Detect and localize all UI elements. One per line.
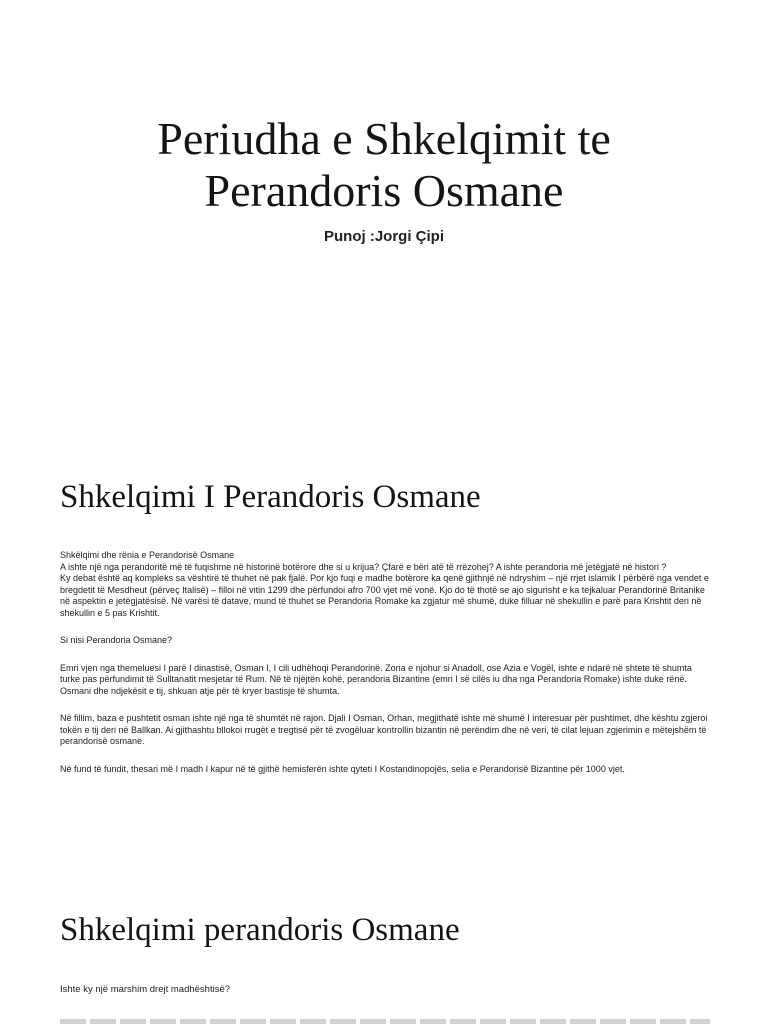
content-slide-2 — [0, 880, 768, 1024]
title-slide — [0, 0, 768, 440]
presentation-title — [0, 113, 768, 217]
paragraph-intro-question: A ishte një nga perandoritë më të fuqishme në historinë botërore dhe si u krijua? Çfarë e bëri atë të rrëzohej? A ishte perandoria më jetëgjatë në histori ? — [60, 561, 667, 572]
title-line-1: Periudha e Shkelqimit te — [157, 113, 611, 164]
slide-question: Ishte ky një marshim drejt madhështisë? — [60, 984, 231, 995]
paragraph-subtitle: Shkëlqimi dhe rënia e Perandorisë Osmane — [60, 550, 235, 560]
paragraph-expansion: Në fillim, baza e pushtetit osman ishte një nga të shumtët në rajon. Djali I Osman, Orhan, megjithatë ishte më shumë I interesuar për pushtimet, dhe kështu zgjeroi tokën e tij deri në Ballkan. Ai gjithashtu bllokoi rrugët e tregtisë për të zvogëluar kontrollin bizantin në perëndim dhe në veri, të cilat lejuan zgjerimin e mëtejshëm të perandorisë osmane. — [60, 713, 708, 746]
cut-off-text-line — [60, 1019, 710, 1024]
title-line-2: Perandoris Osmane — [204, 165, 564, 216]
slide-heading: Shkelqimi I Perandoris Osmane — [60, 479, 481, 515]
content-slide-1 — [0, 440, 768, 880]
slide-heading: Shkelqimi perandoris Osmane — [60, 912, 460, 948]
paragraph-question: Si nisi Perandoria Osmane? — [60, 635, 173, 645]
author-line: Punoj :Jorgi Çipi — [324, 228, 444, 245]
paragraph-debate: Ky debat është aq kompleks sa vështirë të thuhet në pak fjalë. Por kjo fuqi e madhe botërore ka qenë gjithnjë në ndryshim – një rrjet islamik I përbërë nga vendet e bregdetit të Mesdheut (përveç Italisë) – filloi në vitin 1299 dhe përfundoi afro 700 vjet më vonë. Kjo do të thotë se ajo sigurisht e ka tejkaluar Perandorinë Britanike në aspektin e jetëgjatësisë. Në varësi të datave, mund të thuhet se Perandoria Romake ka zgjatur më shumë, duke filluar në shekullin e parë para Krishtit deri në shekullin e 5 pas Krishtit. — [60, 573, 709, 618]
paragraph-constantinople: Në fund të fundit, thesari më I madh I kapur në të gjithë hemisferën ishte qyteti I Kostandinopojës, selia e Perandorisë Bizantine për 1000 vjet. — [60, 763, 625, 774]
paragraph-origin: Emri vjen nga themeluesi I parë I dinastisë, Osman I, I cili udhëhoqi Perandorinë. Zona e njohur si Anadoll, ose Azia e Vogël, ishte e ndarë në shtete të shumta turke pas përfundimit të Sulltanatit mesjetar të Rum. Në të njëjtën kohë, perandoria Bizantine (emri I së cilës iu dha nga Perandoria Romake) ishte duke rënë. Osmani dhe ndjekësit e tij, shkuan atje për të kryer bastisje të shumta. — [60, 662, 692, 696]
slide-body — [60, 550, 710, 775]
